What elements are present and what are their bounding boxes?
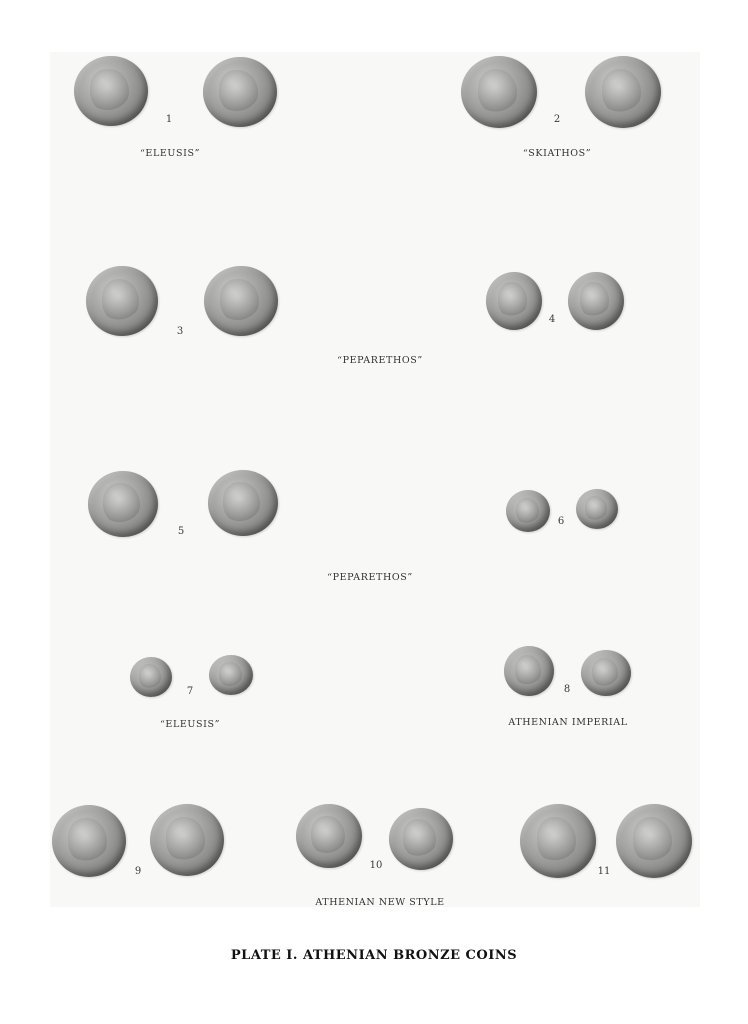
coin-caption: ATHENIAN IMPERIAL xyxy=(508,717,628,728)
coin-number: 2 xyxy=(553,114,561,125)
coin-8-obverse xyxy=(504,646,554,696)
coin-3-reverse xyxy=(204,266,278,336)
coin-number: 6 xyxy=(557,516,565,527)
coin-9-obverse xyxy=(52,805,126,877)
coin-number: 8 xyxy=(563,684,571,695)
coin-8-reverse xyxy=(581,650,631,696)
coin-number: 11 xyxy=(597,866,611,877)
coin-5-reverse xyxy=(208,470,278,536)
coin-number: 9 xyxy=(134,866,142,877)
coin-10-reverse xyxy=(389,808,453,870)
coin-7-reverse xyxy=(209,655,253,695)
coin-3-obverse xyxy=(86,266,158,336)
coin-number: 3 xyxy=(176,326,184,337)
coin-11-reverse xyxy=(616,804,692,878)
coin-caption: “ELEUSIS” xyxy=(139,148,201,159)
coin-6-obverse xyxy=(506,490,550,532)
coin-1-reverse xyxy=(203,57,277,127)
coin-10-obverse xyxy=(296,804,362,868)
coin-caption: “PEPARETHOS” xyxy=(337,355,423,366)
coin-1-obverse xyxy=(74,56,148,126)
coin-number: 4 xyxy=(548,314,556,325)
coin-2-obverse xyxy=(461,56,537,128)
coin-number: 5 xyxy=(177,526,185,537)
coin-number: 1 xyxy=(165,114,173,125)
coin-11-obverse xyxy=(520,804,596,878)
coin-number: 7 xyxy=(186,686,194,697)
coin-9-reverse xyxy=(150,804,224,876)
coin-4-reverse xyxy=(568,272,624,330)
plate-title: PLATE I. ATHENIAN BRONZE COINS xyxy=(230,948,518,963)
coin-5-obverse xyxy=(88,471,158,537)
coin-number: 10 xyxy=(369,860,383,871)
coin-caption: ATHENIAN NEW STYLE xyxy=(315,897,445,908)
coin-7-obverse xyxy=(130,657,172,697)
coin-caption: “PEPARETHOS” xyxy=(327,572,413,583)
coin-4-obverse xyxy=(486,272,542,330)
coin-caption: “SKIATHOS” xyxy=(522,148,592,159)
coin-2-reverse xyxy=(585,56,661,128)
coin-6-reverse xyxy=(576,489,618,529)
coin-caption: “ELEUSIS” xyxy=(159,719,221,730)
